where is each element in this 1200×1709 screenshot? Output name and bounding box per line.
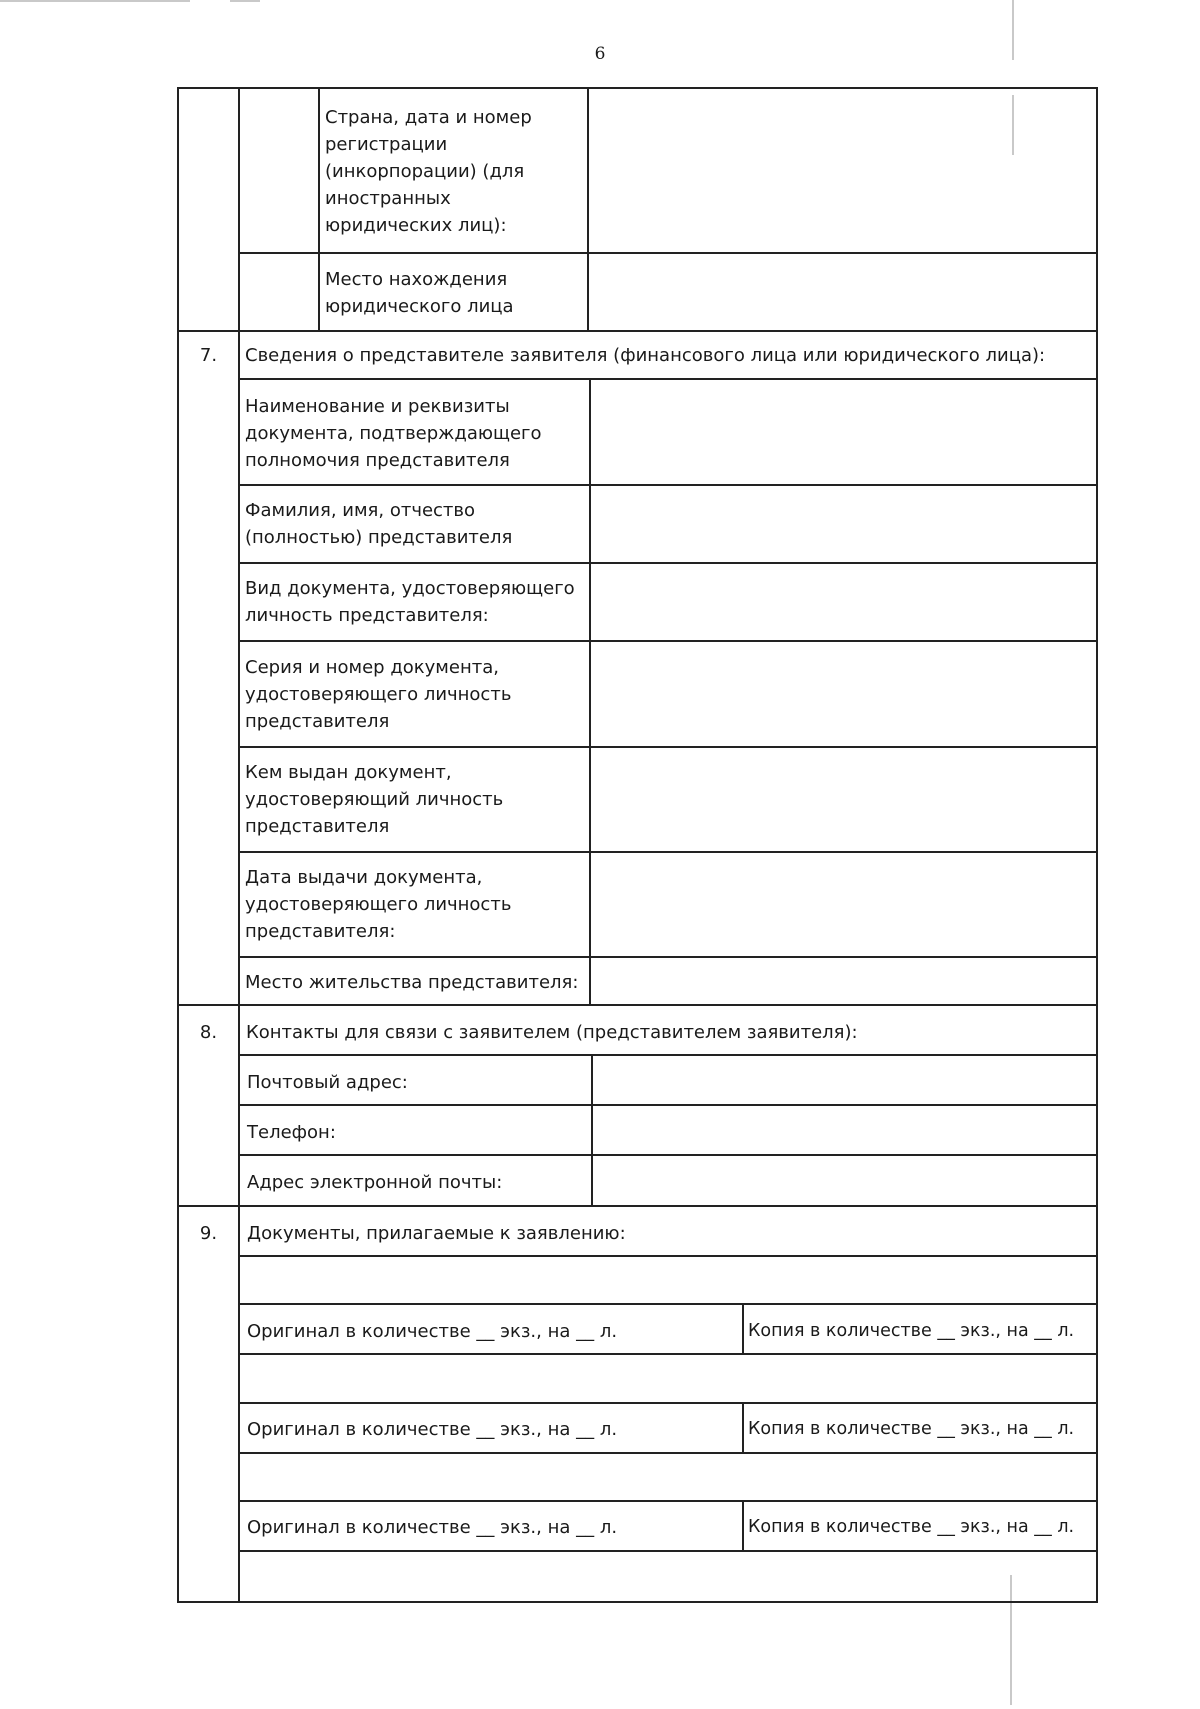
copy-count-2: Копия в количестве __ экз., на __ л. [748, 1419, 1075, 1439]
representative-id-issue-date-label: Дата выдачи документа, удостоверяющего личность представителя: [245, 867, 512, 942]
section-divider [177, 1205, 1098, 1207]
representative-full-name-value[interactable] [592, 486, 1095, 562]
representative-authority-doc-label: Наименование и реквизиты документа, подтверждающего полномочия представителя [245, 396, 542, 471]
representative-id-type-value[interactable] [592, 564, 1095, 640]
section-9-number: 9. [199, 1223, 218, 1244]
section-divider [177, 1004, 1098, 1006]
representative-id-number-value[interactable] [592, 642, 1095, 746]
email-label: Адрес электронной почты: [247, 1172, 503, 1193]
column-divider [742, 1500, 744, 1550]
original-count-1: Оригинал в количестве __ экз., на __ л. [247, 1321, 618, 1342]
original-count-2: Оригинал в количестве __ экз., на __ л. [247, 1419, 618, 1440]
column-divider [589, 378, 591, 1004]
document-name-2[interactable] [240, 1355, 1095, 1402]
country-registration-value[interactable] [590, 89, 1095, 252]
representative-id-issuer-value[interactable] [592, 748, 1095, 851]
representative-residence-value[interactable] [592, 958, 1095, 1004]
legal-entity-location-label: Место нахождения юридического лица [325, 269, 514, 317]
scan-artifact [230, 0, 260, 2]
section-8-number: 8. [199, 1022, 218, 1043]
table-border-right [1096, 88, 1098, 1602]
document-name-1[interactable] [240, 1257, 1095, 1303]
column-divider [587, 88, 589, 330]
document-name-3[interactable] [240, 1454, 1095, 1500]
representative-id-issuer-label: Кем выдан документ, удостоверяющий личность представителя [245, 762, 504, 837]
representative-id-number-label: Серия и номер документа, удостоверяющего личность представителя [245, 657, 512, 732]
phone-label: Телефон: [247, 1122, 336, 1143]
page-number: 6 [594, 44, 606, 64]
representative-id-type-label: Вид документа, удостоверяющего личность представителя: [245, 578, 575, 626]
email-value[interactable] [594, 1156, 1095, 1205]
column-divider [591, 1054, 593, 1205]
document-name-4[interactable] [240, 1552, 1095, 1601]
column-divider [742, 1303, 744, 1353]
section-divider [177, 330, 1098, 332]
representative-authority-doc-value[interactable] [592, 380, 1095, 484]
table-border-bottom [177, 1601, 1098, 1603]
copy-count-1: Копия в количестве __ экз., на __ л. [748, 1321, 1075, 1341]
section-7-title: Сведения о представителе заявителя (финансового лица или юридического лица): [245, 345, 1046, 366]
table-border-left [177, 88, 179, 1602]
row-divider [238, 1303, 1098, 1305]
column-divider [742, 1402, 744, 1452]
representative-id-issue-date-value[interactable] [592, 853, 1095, 956]
phone-value[interactable] [594, 1106, 1095, 1154]
scan-artifact [0, 0, 190, 2]
scan-artifact [1012, 0, 1014, 60]
country-registration-label: Страна, дата и номер регистрации (инкорпорации) (для иностранных юридических лиц): [325, 107, 532, 236]
legal-entity-location-value[interactable] [590, 254, 1095, 330]
copy-count-3: Копия в количестве __ экз., на __ л. [748, 1517, 1075, 1537]
row-divider [238, 1500, 1098, 1502]
section-8-title: Контакты для связи с заявителем (представителем заявителя): [246, 1022, 858, 1043]
section-7-number: 7. [199, 345, 218, 366]
column-divider [318, 88, 320, 330]
postal-address-label: Почтовый адрес: [247, 1072, 408, 1093]
postal-address-value[interactable] [594, 1056, 1095, 1104]
section-9-title: Документы, прилагаемые к заявлению: [247, 1223, 626, 1244]
representative-residence-label: Место жительства представителя: [245, 972, 579, 993]
representative-full-name-label: Фамилия, имя, отчество (полностью) представителя [245, 500, 513, 548]
original-count-3: Оригинал в количестве __ экз., на __ л. [247, 1517, 618, 1538]
row-divider [238, 1402, 1098, 1404]
